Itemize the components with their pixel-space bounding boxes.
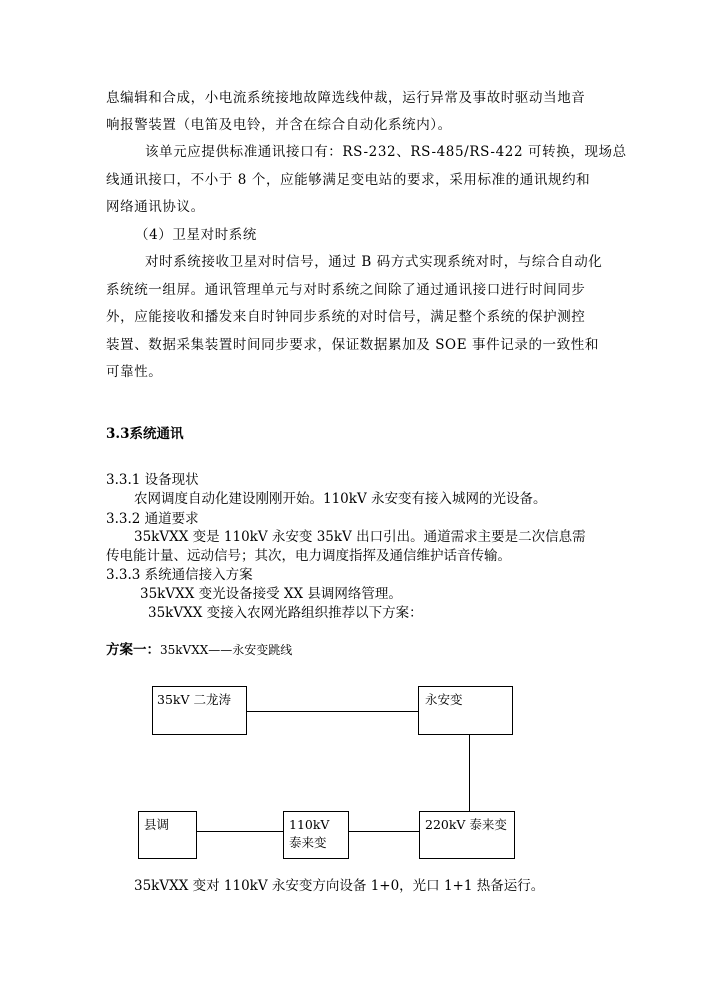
node-label: 永安变 (425, 692, 463, 707)
paragraph-line: 农网调度自动化建设刚刚开始。110kV 永安变有接入城网的光设备。 (134, 491, 547, 507)
node-label: 县调 (144, 817, 170, 832)
paragraph-line: 外，应能接收和播发来自时钟同步系统的对时信号，满足整个系统的保护测控 (106, 309, 586, 325)
node-label: 110kV (289, 817, 330, 832)
subsection-title: 3.3.3 系统通信接入方案 (106, 567, 253, 583)
subsection-title: （4）卫星对时系统 (135, 227, 257, 243)
connector-yongan-tailai220 (469, 734, 470, 812)
paragraph-line: 可靠性。 (106, 364, 163, 380)
node-tailai-220kv (419, 811, 515, 859)
section-title: 系统通讯 (129, 426, 184, 442)
paragraph-line: 35kVXX 变光设备接受 XX 县调网络管理。 (140, 586, 402, 602)
paragraph-line: 线通讯接口，不小于 8 个，应能够满足变电站的要求，采用标准的通讯规约和 (106, 172, 591, 188)
node-xiandiao (138, 811, 197, 859)
paragraph-line: 息编辑和合成，小电流系统接地故障选线仲裁，运行异常及事故时驱动当地音 (106, 90, 586, 106)
scheme-description: 35kVXX——永安变跳线 (160, 643, 293, 657)
subsection-title: 3.3.2 通道要求 (106, 511, 199, 527)
scheme-label: 方案一： (106, 642, 160, 658)
node-label: 220kV 泰来变 (425, 817, 507, 832)
connector-xiandiao-tailai110 (196, 831, 283, 832)
connector-erlongtao-yongan (246, 711, 419, 712)
connector-tailai110-tailai220 (348, 831, 420, 832)
paragraph-line: 装置、数据采集装置时间同步要求，保证数据累加及 SOE 事件记录的一致性和 (106, 337, 599, 353)
paragraph-line: 35kVXX 变是 110kV 永安变 35kV 出口引出。通道需求主要是二次信息需 (134, 529, 586, 545)
section-heading (106, 425, 184, 443)
paragraph-line: 传电能计量、远动信号；其次，电力调度指挥及通信维护话音传输。 (106, 548, 511, 564)
diagram-caption: 35kVXX 变对 110kV 永安变方向设备 1+0，光口 1+1 热备运行。 (134, 878, 545, 894)
node-yongan (418, 686, 513, 735)
section-number: 3.3 (106, 426, 130, 442)
node-label: 35kV 二龙涛 (157, 692, 231, 707)
paragraph-line: 系统统一组屏。通讯管理单元与对时系统之间除了通过通讯接口进行时间同步 (106, 282, 586, 298)
paragraph-line: 35kVXX 变接入农网光路组织推荐以下方案： (148, 605, 423, 621)
paragraph-line: 网络通讯协议。 (106, 199, 205, 215)
paragraph-line: 对时系统接收卫星对时信号，通过 B 码方式实现系统对时，与综合自动化 (145, 254, 603, 270)
node-label: 泰来变 (289, 835, 327, 850)
paragraph-line: 响报警装置（电笛及电铃，并含在综合自动化系统内）。 (106, 117, 452, 133)
subsection-title: 3.3.1 设备现状 (106, 472, 199, 488)
paragraph-line: 该单元应提供标准通讯接口有：RS-232、RS-485/RS-422 可转换，现场总 (145, 144, 627, 160)
node-erlongtao (152, 686, 247, 735)
scheme-heading (106, 640, 292, 659)
node-tailai-110kv (283, 811, 349, 859)
